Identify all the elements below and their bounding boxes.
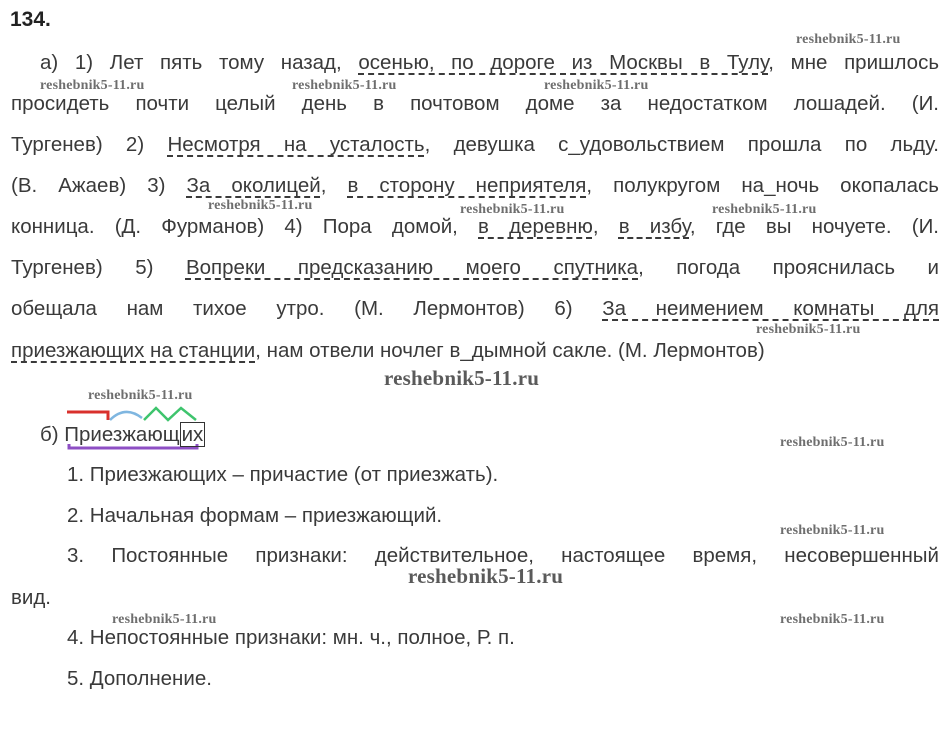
root-mark [110,412,142,420]
watermark: reshebnik5-11.ru [796,32,901,47]
watermark: reshebnik5-11.ru [460,202,565,217]
watermark: reshebnik5-11.ru [780,435,885,450]
text-segment: , где вы ночуете. (И. [689,215,940,238]
word-ending: их [181,423,204,446]
text-segment: , полукругом на_ночь окопалась [586,174,939,197]
watermark: reshebnik5-11.ru [712,202,817,217]
adverbial-underlined: Несмотря на усталость [167,133,425,156]
adverbial-underlined: в избу [618,215,690,238]
adverbial-underlined: За околицей [186,174,321,197]
text-segment: конница. (Д. Фурманов) 4) Пора домой, [11,215,458,238]
task-number: 134. [10,8,51,31]
adverbial-underlined: За неимением комнаты для [602,297,940,320]
list-item [67,463,949,487]
list-item-continuation [11,586,939,610]
adverbial-underlined: приезжающих на станции [11,339,256,362]
part-label: б) [40,423,59,446]
word-stem: Приезжающ [64,423,180,446]
list-item-text: 2. Начальная формам – приезжающий. [67,504,443,527]
watermark: reshebnik5-11.ru [292,78,397,93]
watermark: reshebnik5-11.ru [40,78,145,93]
list-item [67,626,949,650]
text-segment: а) 1) Лет пять тому назад, [40,51,342,74]
text-segment: , нам отвели ночлег в_дымной сакле. (М. Лермонтов) [255,339,765,362]
list-item [67,504,949,528]
text-segment: просидеть почти целый день в почтовом доме за недостатком лошадей. (И. [11,92,939,115]
list-item-text: 3. Постоянные признаки: действительное, настоящее время, несовершенный [67,544,939,567]
adverbial-underlined: Вопреки предсказанию моего спутника [185,256,639,279]
watermark: reshebnik5-11.ru [544,78,649,93]
text-segment: , [320,174,327,197]
text-segment: , [592,215,599,238]
text-segment: , погода прояснилась и [638,256,939,279]
part-b-heading [40,423,949,447]
text-segment: Тургенев) 2) [11,133,145,156]
watermark: reshebnik5-11.ru [408,564,564,588]
adverbial-underlined: в деревню [478,215,593,238]
watermark: reshebnik5-11.ru [756,322,861,337]
suffix-mark [144,408,196,420]
watermark: reshebnik5-11.ru [88,388,193,403]
list-item-text: вид. [11,586,51,609]
watermark: reshebnik5-11.ru [780,612,885,627]
watermark: reshebnik5-11.ru [208,198,313,213]
watermark: reshebnik5-11.ru [780,523,885,538]
adverbial-underlined: осенью, по дороге из Москвы в Тулу [358,51,769,74]
text-segment: (В. Ажаев) 3) [11,174,166,197]
list-item-text: 5. Дополнение. [67,667,212,690]
text-segment: обещала нам тихое утро. (М. Лермонтов) 6) [11,297,573,320]
list-item-text: 4. Непостоянные признаки: мн. ч., полное, Р. п. [67,626,515,649]
prefix-mark [67,412,108,420]
watermark: reshebnik5-11.ru [384,366,540,390]
list-item [67,544,939,568]
parsed-word [64,422,205,447]
adverbial-underlined: в сторону неприятеля [347,174,587,197]
watermark: reshebnik5-11.ru [112,612,217,627]
text-segment: , девушка с_удовольствием прошла по льду. [424,133,939,156]
text-segment: , мне пришлось [768,51,940,74]
list-item [67,667,949,691]
text-segment: Тургенев) 5) [11,256,154,279]
list-item-text: 1. Приезжающих – причастие (от приезжать). [67,463,499,486]
